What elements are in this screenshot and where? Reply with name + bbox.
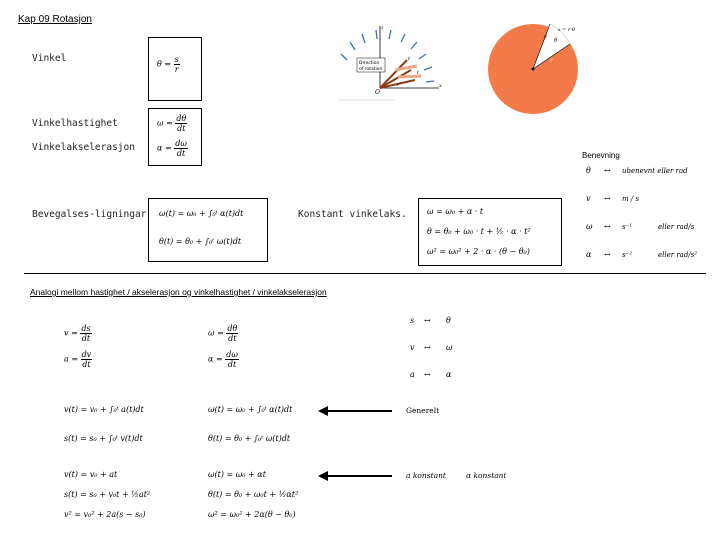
label-bevegelse: Bevegalses-ligningar bbox=[32, 209, 147, 220]
t-label-2: t bbox=[417, 70, 420, 76]
theta-definition-box bbox=[148, 37, 202, 101]
omega-alpha-definition-box bbox=[148, 108, 202, 166]
r-label: r bbox=[550, 58, 553, 64]
label-konstant: Konstant vinkelaks. bbox=[298, 209, 407, 220]
v-const: v(t) = v₀ + at bbox=[64, 470, 118, 479]
const-label-b: α konstant bbox=[466, 471, 507, 480]
benevning-extra-3: eller rad/s² bbox=[658, 251, 698, 259]
mapping-a-0: s bbox=[410, 316, 415, 325]
mapping-a-1: v bbox=[410, 343, 415, 352]
const-arrow-line bbox=[328, 475, 392, 477]
s-general: s(t) = s₀ + ∫₀ᵗ v(t)dt bbox=[64, 434, 143, 443]
general-arrow-head bbox=[318, 406, 328, 416]
analogy-title: Analogi mellom hastighet / akselerasjon og vinkelhastighet / vinkelakselerasjon bbox=[30, 287, 327, 297]
benevning-sym-0: θ bbox=[586, 166, 591, 175]
rotation-tick-marks bbox=[341, 30, 434, 82]
x-axis-label: x bbox=[439, 83, 442, 89]
rotation-vector-diagram bbox=[335, 20, 445, 104]
theta-label: θ bbox=[554, 38, 558, 44]
benevning-unit-1: m / s bbox=[622, 195, 640, 203]
benevning-sym-2: ω bbox=[586, 222, 593, 231]
theta-const: θ(t) = θ₀ + ω₀t + ½αt² bbox=[208, 490, 299, 499]
benevning-sym-1: v bbox=[586, 194, 591, 203]
section-divider bbox=[24, 273, 706, 274]
omega-const: ω(t) = ω₀ + αt bbox=[208, 470, 266, 479]
page-title: Kap 09 Rotasjon bbox=[18, 14, 92, 25]
constant-accel-box bbox=[418, 198, 562, 266]
omega2-const: ω² = ω₀² + 2α(θ − θ₀) bbox=[208, 510, 296, 519]
r-label: r bbox=[397, 82, 400, 88]
benevning-arrow-1: ↔ bbox=[604, 194, 611, 203]
omega-definition: ω = $\frac{d\theta}{dt}$ bbox=[157, 114, 187, 133]
alpha-analogy-definition: α = $\frac{d\omega}{dt}$ bbox=[208, 350, 238, 369]
const-arrow-head bbox=[318, 471, 328, 481]
benevning-extra-2: eller rad/s bbox=[658, 223, 695, 231]
const-label-a: a konstant bbox=[406, 471, 446, 480]
direction-label-2: of rotation bbox=[359, 67, 383, 72]
label-vinkelakselerasjon: Vinkelakselerasjon bbox=[32, 142, 135, 153]
benevning-title: Benevning bbox=[582, 151, 620, 160]
general-label: Generelt bbox=[406, 406, 440, 415]
mapping-b-0: θ bbox=[446, 316, 451, 325]
mapping-b-2: α bbox=[446, 370, 452, 379]
v2-const: v² = v₀² + 2a(s − s₀) bbox=[64, 510, 146, 519]
benevning-sym-3: α bbox=[586, 250, 592, 259]
constant-eq-2: θ = θ₀ + ω₀ · t + ½ · α · t² bbox=[427, 227, 531, 236]
general-arrow-line bbox=[328, 410, 392, 412]
benevning-unit-0: ubenevnt eller rad bbox=[622, 167, 688, 175]
t-label-1: t bbox=[408, 56, 411, 62]
constant-eq-3: ω² = ω₀² + 2 · α · (θ − θ₀) bbox=[427, 247, 530, 256]
theta-definition: θ = $\frac{s}{r}$ bbox=[157, 55, 179, 74]
v-definition: v = $\frac{ds}{dt}$ bbox=[64, 324, 91, 343]
omega-general: ω(t) = ω₀ + ∫₀ᵗ α(t)dt bbox=[208, 405, 293, 414]
integral-equations-box bbox=[148, 198, 268, 262]
omega-analogy-definition: ω = $\frac{d\theta}{dt}$ bbox=[208, 324, 238, 343]
mapping-b-1: ω bbox=[446, 343, 453, 352]
arc-formula: s = r·θ bbox=[558, 27, 575, 33]
mapping-arrow-0: ↔ bbox=[424, 316, 431, 325]
arc-length-diagram bbox=[484, 18, 584, 124]
z-label: z bbox=[381, 26, 384, 31]
benevning-arrow-0: ↔ bbox=[604, 166, 611, 175]
v-general: v(t) = v₀ + ∫₀ᵗ a(t)dt bbox=[64, 405, 144, 414]
label-vinkel: Vinkel bbox=[32, 53, 67, 64]
omega-integral: ω(t) = ω₀ + ∫₀ᵗ α(t)dt bbox=[159, 209, 244, 218]
a-definition: a = $\frac{dv}{dt}$ bbox=[64, 350, 92, 369]
mapping-a-2: a bbox=[410, 370, 415, 379]
s-label: s bbox=[544, 34, 547, 40]
constant-eq-1: ω = ω₀ + α · t bbox=[427, 207, 484, 216]
alpha-definition: α = $\frac{d\omega}{dt}$ bbox=[157, 139, 187, 158]
benevning-unit-2: s⁻¹ bbox=[622, 223, 633, 231]
s-const: s(t) = s₀ + v₀t + ½at² bbox=[64, 490, 151, 499]
direction-label-1: Direction bbox=[359, 61, 380, 66]
benevning-arrow-2: ↔ bbox=[604, 222, 611, 231]
benevning-unit-3: s⁻² bbox=[622, 251, 633, 259]
mapping-arrow-1: ↔ bbox=[424, 343, 431, 352]
label-vinkelhastighet: Vinkelhastighet bbox=[32, 118, 118, 129]
origin-label: O bbox=[375, 89, 380, 96]
mapping-arrow-2: ↔ bbox=[424, 370, 431, 379]
theta-integral: θ(t) = θ₀ + ∫₀ᵗ ω(t)dt bbox=[159, 237, 242, 246]
benevning-arrow-3: ↔ bbox=[604, 250, 611, 259]
theta-general: θ(t) = θ₀ + ∫₀ᵗ ω(t)dt bbox=[208, 434, 291, 443]
